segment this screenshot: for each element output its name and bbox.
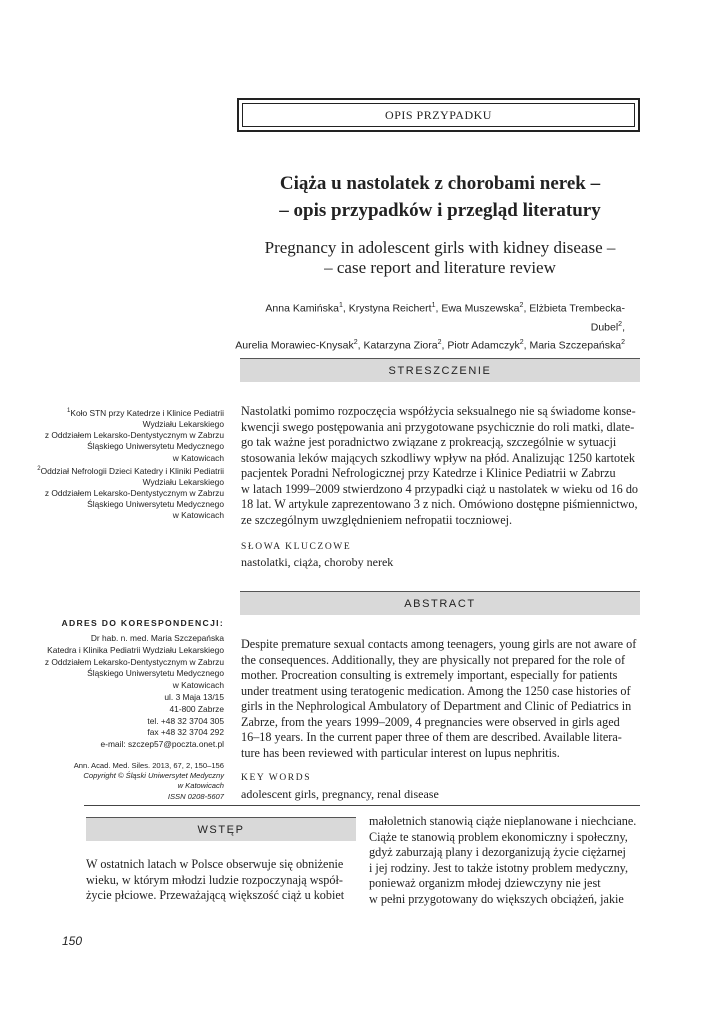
address-line: w Katowicach <box>172 680 224 691</box>
abstract-en-text <box>241 637 639 761</box>
author-name: Aurelia Morawiec-Knysak <box>235 339 354 352</box>
address-line: tel. +48 32 3704 305 <box>147 715 224 726</box>
text-line: the consequences. Additionally, they are physically not prepared for the role of <box>241 652 625 667</box>
text-line: Despite premature sexual contacts among teenagers, young girls are not aware of <box>241 637 637 651</box>
text-line: Nastolatki pomimo rozpoczęcia współżycia seksualnego nie są świadome konse- <box>241 404 636 418</box>
text-line: Ciąże te stanowią problem ekonomiczny i społeczny, <box>369 829 628 844</box>
text-line: w pełni przygotowany do większych obciążeń, jakie <box>369 891 624 906</box>
section-label-box <box>237 98 640 132</box>
author-list <box>235 298 625 354</box>
address-line: fax +48 32 3704 292 <box>147 727 224 738</box>
affiliation-line: Śląskiego Uniwersytetu Medycznego <box>87 499 224 510</box>
affiliation-line: $^2$Oddział Nefrologii Dzieci Katedry i Kliniki Pediatrii <box>37 465 224 476</box>
text-line: girls in the Nephrological Ambulatory of Department and Clinic of Pediatrics in <box>241 699 632 713</box>
author-affiliation-mark: 1 <box>338 302 343 309</box>
address-line: ul. 3 Maja 13/15 <box>164 691 224 702</box>
keywords-en: adolescent girls, pregnancy, renal disease <box>241 787 439 801</box>
text-line: 18 lat. W artykule zaprezentowano 3 z nich. Omówiono dostępne piśmiennictwo, <box>241 497 638 511</box>
keywords-en-label: KEY WORDS <box>241 773 312 783</box>
author-name: Piotr Adamczyk <box>447 339 520 352</box>
citation-journal: Ann. Acad. Med. Siles. 2013, 67, 2, 150–156 <box>73 761 224 770</box>
address-line: Śląskiego Uniwersytetu Medycznego <box>87 668 224 679</box>
author-line: Anna Kamińska$^1$, Krystyna Reichert$^1$, Ewa Muszewska$^2$, Elżbieta Trembecka-Dubel$^2$, <box>265 302 625 333</box>
text-line: kwencji swego postępowania ani przygotowane psychicznie do roli matki, dlate- <box>241 419 635 434</box>
author-affiliation-mark: 2 <box>618 320 623 328</box>
title-english-line: – case report and literature review <box>324 258 556 277</box>
affiliation-line: Wydziału Lekarskiego <box>142 419 224 429</box>
title-english <box>240 238 640 278</box>
citation-issn: ISSN 0208-5607 <box>167 791 224 801</box>
author-name: Katarzyna Ziora <box>363 339 438 352</box>
title-english-line: Pregnancy in adolescent girls with kidney disease – <box>264 238 616 257</box>
text-line: ze szczególnym uwzględnieniem nefropatii toczniowej. <box>241 512 513 527</box>
title-polish-line: Ciąża u nastolatek z chorobami nerek – <box>279 173 601 194</box>
section-label: OPIS PRZYPADKU <box>242 103 635 127</box>
text-line: ture has been reviewed with particular interest on lupus nephritis. <box>241 745 560 760</box>
text-line: gdyż zaburzają plany i dezorganizują życie ciężarnej <box>369 845 626 859</box>
author-affiliation-mark: 2 <box>621 339 625 346</box>
affiliation-line: Wydziału Lekarskiego <box>142 476 224 487</box>
address-line: Dr hab. n. med. Maria Szczepańska <box>90 633 224 643</box>
page-number: 150 <box>62 934 83 948</box>
address-line: 41-800 Zabrze <box>169 703 224 714</box>
text-line: ponieważ organizm młodej dziewczyny nie jest <box>369 876 601 890</box>
text-line: under treatment using teratogenic medication. Among the 1250 case histories of <box>241 683 631 698</box>
author-name: Anna Kamińska <box>265 302 339 315</box>
text-line: W ostatnich latach w Polsce obserwuje się obniżenie <box>86 857 344 871</box>
author-affiliation-mark: 2 <box>519 302 524 309</box>
text-line: pacjentek Poradni Nefrologicznej przy Katedrze i Klinice Pediatrii w Zabrzu <box>241 466 616 480</box>
citation-copyright: Copyright © Śląski Uniwersytet Medyczny <box>83 771 224 781</box>
author-affiliation-mark: 2 <box>353 339 358 346</box>
journal-citation <box>30 761 224 802</box>
intro-heading: WSTĘP <box>86 817 356 841</box>
title-polish <box>240 170 640 224</box>
text-line: Zabrze, from the years 1999–2009, 4 pregnancies were observed in girls aged <box>241 714 620 729</box>
author-name: Maria Szczepańska <box>529 339 622 352</box>
author-line: Aurelia Morawiec-Knysak$^2$, Katarzyna Ziora$^2$, Piotr Adamczyk$^2$, Maria Szczepańska$^2$ <box>235 339 625 352</box>
abstract-pl-text <box>241 404 639 528</box>
abstract-pl-heading: STRESZCZENIE <box>240 358 640 382</box>
affiliation-line: Śląskiego Uniwersytetu Medycznego <box>87 441 224 452</box>
text-line: stosowania leków mających szkodliwy wpływ na płód. Analizując 1250 kartotek <box>241 450 635 465</box>
author-name: Krystyna Reichert <box>348 302 432 315</box>
correspondence-address <box>30 633 224 751</box>
affiliation-line: w Katowicach <box>172 510 224 521</box>
text-line: mother. Procreation consulting is extremely important, especially for patients <box>241 668 618 682</box>
author-name: Ewa Muszewska <box>441 302 520 315</box>
author-affiliation-mark: 1 <box>431 302 436 309</box>
email-link[interactable]: e-mail: szczep57@poczta.onet.pl <box>100 739 224 750</box>
text-line: i jej rodziny. Jest to także istotny problem medyczny, <box>369 860 629 875</box>
affiliation-line: z Oddziałem Lekarsko-Dentystycznym w Zabrzu <box>44 430 224 441</box>
address-line: z Oddziałem Lekarsko-Dentystycznym w Zabrzu <box>44 656 224 667</box>
affiliation-line: z Oddziałem Lekarsko-Dentystycznym w Zabrzu <box>44 488 224 499</box>
keywords-pl-label: SŁOWA KLUCZOWE <box>241 542 352 552</box>
affiliations <box>30 406 224 522</box>
citation-city: w Katowicach <box>177 781 224 791</box>
text-line: w latach 1999–2009 stwierdzono 4 przypadki ciąż u nastolatek w wieku od 16 do <box>241 481 639 496</box>
address-line: Katedra i Klinika Pediatrii Wydziału Lekarskiego <box>47 644 224 655</box>
author-affiliation-mark: 2 <box>519 339 524 346</box>
text-line: wieku, w którym młodzi ludzie rozpoczynają współ- <box>86 872 343 887</box>
section-divider <box>84 805 640 806</box>
text-line: 16–18 years. In the current paper three of them are described. Available litera- <box>241 730 622 744</box>
intro-text-left <box>86 857 356 904</box>
author-name: Elżbieta Trembecka-Dubel <box>529 302 625 333</box>
intro-text-right <box>369 814 639 907</box>
keywords-pl: nastolatki, ciąża, choroby nerek <box>241 555 394 569</box>
affiliation-line: w Katowicach <box>172 452 224 463</box>
abstract-en-heading: ABSTRACT <box>240 591 640 615</box>
correspondence-heading: ADRES DO KORESPONDENCJI: <box>61 618 224 628</box>
text-line: życie płciowe. Przeważającą większość ciąż u kobiet <box>86 888 345 902</box>
affiliation-line: $^1$Koło STN przy Katedrze i Klinice Pediatrii <box>67 407 224 418</box>
title-polish-line: – opis przypadków i przegląd literatury <box>279 200 601 221</box>
author-affiliation-mark: 2 <box>437 339 442 346</box>
text-line: małoletnich stanowią ciąże nieplanowane i niechciane. <box>369 814 637 828</box>
text-line: go tak ważne jest poradnictwo związane z prokreacją, szczególnie w sytuacji <box>241 435 617 449</box>
